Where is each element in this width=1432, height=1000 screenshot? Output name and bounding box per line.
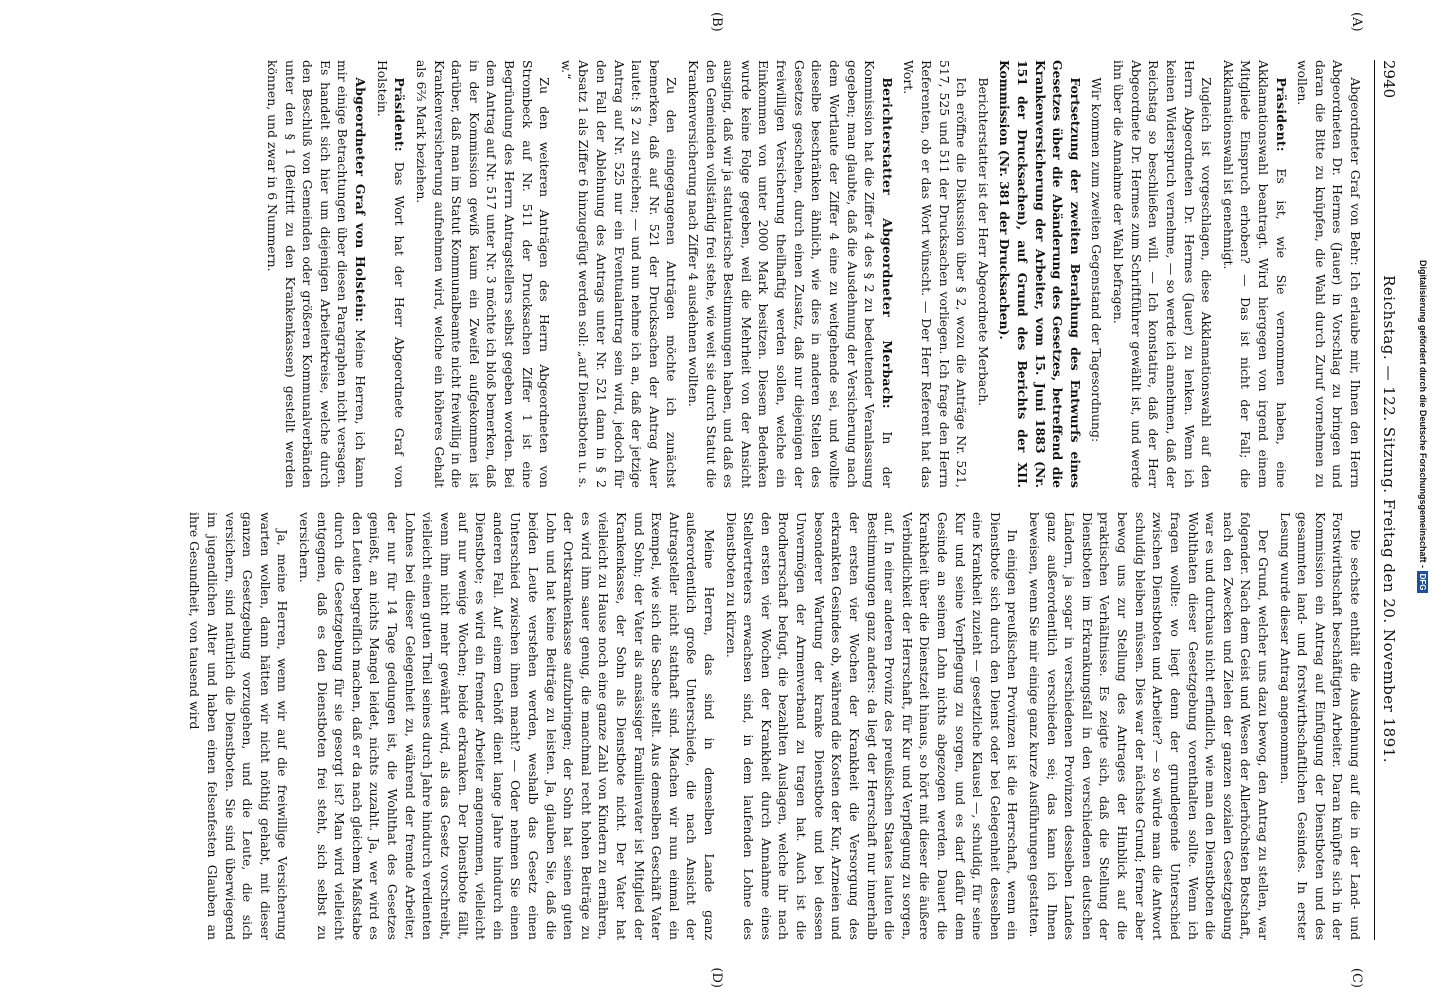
margin-marker-a: (A) bbox=[1349, 12, 1364, 32]
paragraph-text: Zu den eingegangenen Anträgen möchte ich zunächst bemerken, daß auf Nr. 521 der Drucksachen der Antrag Auer lautet: § 2 zu streichen; — und nun nehme ich an, daß der jetzige Antrag auf Nr. 525 nur ein Eventualantrag sein wird, jedoch für den Fall der Ablehnung des Antrags unter Nr. 521 dann in § 2 Absatz 1 als Ziffer 6 hinzugefügt werden soll: „auf Dienstboten u. s. w.“ bbox=[558, 60, 680, 488]
paragraph-text: Meine Herren, das sind in demselben Lande ganz außerordentlich große Unterschiede, die nach Ansicht der Antragsteller nicht statthaft sind. Machen wir nun einmal ein Exempel, wie sich die Sache stellt. Aus demselben Geschäft Vater und Sohn; der Vater als ansässiger Familienvater ist Mitglied der Krankenkasse, der Sohn als Dienstbote nicht. Der Vater hat vielleicht zu Hause noch eine ganze Zahl von Kindern zu ernähren, es wird ihm sauer genug, die manchmal recht hohen Beiträge zu der Ortskrankenkasse aufzubringen; der Sohn hat seinen guten Lohn und hat keine Beiträge zu leisten. Ja, glauben Sie, daß die beiden Leute verstehen werden, weshalb das Gesetz einen Unterschied zwischen ihnen macht? — Oder nehmen Sie einen anderen Fall. Auf einem Gehöft dient lange Jahre hindurch ein Dienstbote; es wird ein fremder Arbeiter angenommen, vielleicht auf nur wenige Wochen; beide erkranken. Der Dienstbote fällt, wenn ihm nicht mehr gewährt wird, als das Gesetz vorschreibt, vielleicht einen guten Theil seines durch Jahre hindurch verdienten Lohnes bei dieser Gelegenheit zu, während der fremde Arbeiter, der nur für 14 Tage gedungen ist, die Wohlthat des Gesetzes genießt, an nichts Mangel leidet, nichts zuzahlt. Ja, wer wird es den Leuten begreiflich machen, daß er da nach gleichem Maßstabe durch die Gesetzgebung für sie gesorgt ist? Man wird vielleicht entgegnen, daß es den Dienstboten frei steht, sich selbst zu versichern. bbox=[297, 512, 718, 940]
paragraph bbox=[900, 60, 970, 488]
paragraph bbox=[295, 512, 718, 940]
paragraph bbox=[1294, 60, 1364, 488]
paragraph-text: In der Kommission hat die Ziffer 4 des § 2 zu bedeutender Veranlassung gegeben; man glaubte, daß die Ausdehnung der Versicherung nach dem Wortlaute der Ziffer 4 eine zu weitgehende sei, und wollte dieselbe beschränken ähnlich, wie dies in anderen Stellen des Gesetzes geschehen, durch einen Zusatz, daß nur diejenigen der freiwilligen Versicherung theilhaftig werden sollen, welche ein Einkommen von unter 2000 Mark besitzen. Diesem Bedenken wurde keine Folge gegeben, weil die Mehrheit von der Ansicht ausging, daß wir ja statutarische Bestimmungen haben, und daß es den Gemeinden vollständig frei stehe, wie weit sie durch Statut die Krankenversicherung nach Ziffer 4 ausdehnen wollten. bbox=[686, 60, 895, 488]
page-number: 2940 bbox=[1380, 60, 1398, 99]
margin-marker-d: (D) bbox=[709, 967, 724, 988]
text-columns bbox=[182, 12, 1364, 988]
paragraph-text: Meine Herren, ich kann mir einige Betrachtungen über diesen Paragraphen nicht versagen. Es handelt sich hier um diejenigen Arbeiterkreise, welche durch den Beschluß von Gemeinden oder größeren Kommunalverbänden unter den § 1 (Beitritt zu den Krankenkassen) gestellt werden können, und zwar in 6 Nummern. bbox=[265, 60, 369, 488]
paragraph bbox=[1109, 60, 1215, 488]
paragraph bbox=[1219, 60, 1289, 488]
speaker-name: Präsident: bbox=[392, 77, 408, 152]
speaker-name: Berichterstatter Abgeordneter Merbach: bbox=[879, 77, 895, 409]
paragraph-text: Zugleich ist vorgeschlagen, diese Akklamationswahl auf den Herrn Abgeordneten Dr. Hermes (Jauer) zu lenken. Wenn ich keinen Widerspruch vernehme, — so werde ich annehmen, daß der Reichstag so beschließen will. — Ich konstatire, daß der Herr Abgeordnete Dr. Hermes zum Schriftführer gewählt ist, und werde ihn über die Annahme der Wahl befragen. bbox=[1111, 60, 1215, 488]
margin-marker-b: (B) bbox=[709, 12, 724, 32]
paragraph bbox=[186, 512, 292, 940]
page-header bbox=[1374, 60, 1398, 940]
left-column bbox=[182, 60, 1364, 488]
paragraph-text: Es ist, wie Sie vernommen haben, eine Akklamationswahl beantragt. Wird hiergegen von irgend einem Mitgliede Einspruch erhoben? — Das ist nicht der Fall; die Akklamationswahl ist genehmigt. bbox=[1220, 60, 1289, 488]
paragraph-text: In einigen preußischen Provinzen ist die Herrschaft, wenn ein Dienstbote sich durch den Dienst oder bei Gelegenheit desselben eine Krankheit zuzieht — gesetzliche Klausel —, schuldig, für seine Kur und seine Verpflegung zu sorgen, und es darf dafür dem Gesinde an seinem Lohn nichts abgezogen werden. Dauert die Krankheit über die Dienstzeit hinaus, so hört mit dieser die äußere Verbindlichkeit der Herrschaft, für Kur und Verpflegung zu sorgen, auf. In einer anderen Provinz des preußischen Staates lauten die Bestimmungen ganz anders: da liegt der Herrschaft nur innerhalb der ersten vier Wochen der Krankheit die Versorgung des erkrankten Gesindes ob, während die Kosten der Kur, Arzneien und besonderer Wartung der kranke Dienstbote und bei dessen Unvermögen der Armenverband zu tragen hat. Auch ist die Brodherrschaft befugt, die bezahlten Auslagen, welche ihr nach den ersten vier Wochen der Krankheit durch Annahme eines Stellvertreters erwachsen sind, in dem laufenden Lohne des Dienstboten zu kürzen. bbox=[723, 512, 1021, 940]
paragraph-text: Fortsetzung der zweiten Berathung des Entwurfs eines Gesetzes über die Abänderung des Gesetzes, betreffend die Krankenversicherung der Arbeiter, vom 15. Juni 1883 (Nr. 151 der Drucksachen), auf Grund des Berichts der XII. Kommission (Nr. 381 der Drucksachen). bbox=[997, 60, 1083, 488]
margin-marker-c: (C) bbox=[1349, 967, 1364, 988]
paragraph-text: Die sechste enthält die Ausdehnung auf die in der Land- und Forstwirthschaft beschäftigten Arbeiter. Daran knüpfte sich in der Kommission ein Antrag auf Einfügung der Dienstboten und des gesammten land- und forstwirthschaftlichen Gesindes. In erster Lesung wurde dieser Antrag angenommen. bbox=[1277, 512, 1363, 940]
speaker-name: Abgeordneter Graf von Holstein: bbox=[353, 77, 369, 323]
paragraph-text: Berichterstatter ist der Herr Abgeordnete Merbach. bbox=[975, 77, 991, 407]
digitization-text: Digitalisierung gefördert durch die Deutsche Forschungsgemeinschaft - bbox=[1418, 260, 1428, 569]
paragraph-text: Abgeordneter Graf von Behr: Ich erlaube mir, Ihnen den Herrn Abgeordneten Dr. Hermes (Jauer) in Vorschlag zu bringen und daran die Bitte zu knüpfen, die Wahl durch Zuruf vornehmen zu wollen. bbox=[1295, 60, 1363, 488]
paragraph bbox=[373, 60, 408, 488]
running-title: Reichstag. — 122. Sitzung. Freitag den 20. November 1891. bbox=[1380, 275, 1398, 764]
paragraph bbox=[974, 60, 992, 488]
paragraph bbox=[684, 60, 895, 488]
paragraph bbox=[263, 60, 369, 488]
paragraph bbox=[1025, 512, 1272, 940]
paragraph-text: Der Grund, welcher uns dazu bewog, den Antrag zu stellen, war folgender. Nach dem Geist und Wesen der Allerhöchsten Botschaft, nach den Zwecken und Zielen der ganzen sozialen Gesetzgebung war es und durchaus nicht erfindlich, wie man den Dienstboten die Wohlthaten dieser Gesetzgebung vorenthalten sollte. Wenn ich fragen wollte: wo liegt denn der grundlegende Unterschied zwischen Dienstboten und Arbeiter? — so würde man die Antwort schuldig bleiben müssen. Dies war der nächste Grund; ferner aber bewog uns zur Stellung des Antrages der Hinblick auf die praktischen Verhältnisse. Es zeigte sich, daß die Stellung der Dienstboten im Erkrankungsfall in den verschiedenen deutschen Ländern, ja sogar in verschiedenen Provinzen desselben Landes ganz außerordentlich verschieden sei; das kann ich Ihnen beweisen, wenn Sie mir einige ganz kurze Ausführungen gestatten. bbox=[1027, 512, 1271, 940]
digitization-note bbox=[1418, 260, 1428, 593]
dfg-logo: DFG bbox=[1417, 571, 1428, 594]
speaker-name: Präsident: bbox=[1273, 77, 1289, 152]
paragraph-text: Ja, meine Herren, wenn wir auf die freiwillige Versicherung warten wollen, dann hätten wir nicht nöthig gehabt, mit dieser ganzen Gesetzgebung vorzugehen, und die Leute, die sich versichern, sind natürlich die Dienstboten. Sie sind überwiegend im jugendlichen Alter und haben einen felsenfesten Glauben an ihre Gesundheit, von tausend wird bbox=[187, 512, 291, 940]
footer-strip bbox=[1416, 260, 1430, 1000]
paragraph bbox=[557, 60, 680, 488]
right-column bbox=[182, 512, 1364, 940]
paragraph-text: Das Wort hat der Herr Abgeordnete Graf von Holstein. bbox=[374, 60, 408, 488]
paragraph-text: Zu den weiteren Anträgen des Herrn Abgeordneten von Strombeck auf Nr. 511 der Drucksachen Ziffer 1 ist eine Begründung des Herrn Antragstellers selbst gegeben worden. Bei dem Antrag auf Nr. 517 unter Nr. 3 möchte ich bloß bemerken, daß in der Kommission gewiß kaum ein Zweifel aufgekommen ist darüber, daß man im Statut Kommunalbeamte nicht freiwillig in die Krankenversicherung aufnehmen wird, welche ein höheres Gehalt als 6⅔ Mark beziehen. bbox=[413, 60, 553, 488]
paragraph-text: Ich eröffne die Diskussion über § 2, wozu die Anträge Nr. 521, 517, 525 und 511 der Drucksachen vorliegen. Ich frage den Herrn Referenten, ob er das Wort wünscht. — Der Herr Referent hat das Wort. bbox=[901, 60, 970, 488]
paragraph bbox=[1088, 60, 1106, 488]
paragraph bbox=[412, 60, 553, 488]
paragraph-text: Wir kommen zum zweiten Gegenstand der Tagesordnung: bbox=[1089, 77, 1105, 443]
paragraph bbox=[722, 512, 1021, 940]
paragraph bbox=[996, 60, 1084, 488]
paragraph bbox=[1276, 512, 1364, 940]
